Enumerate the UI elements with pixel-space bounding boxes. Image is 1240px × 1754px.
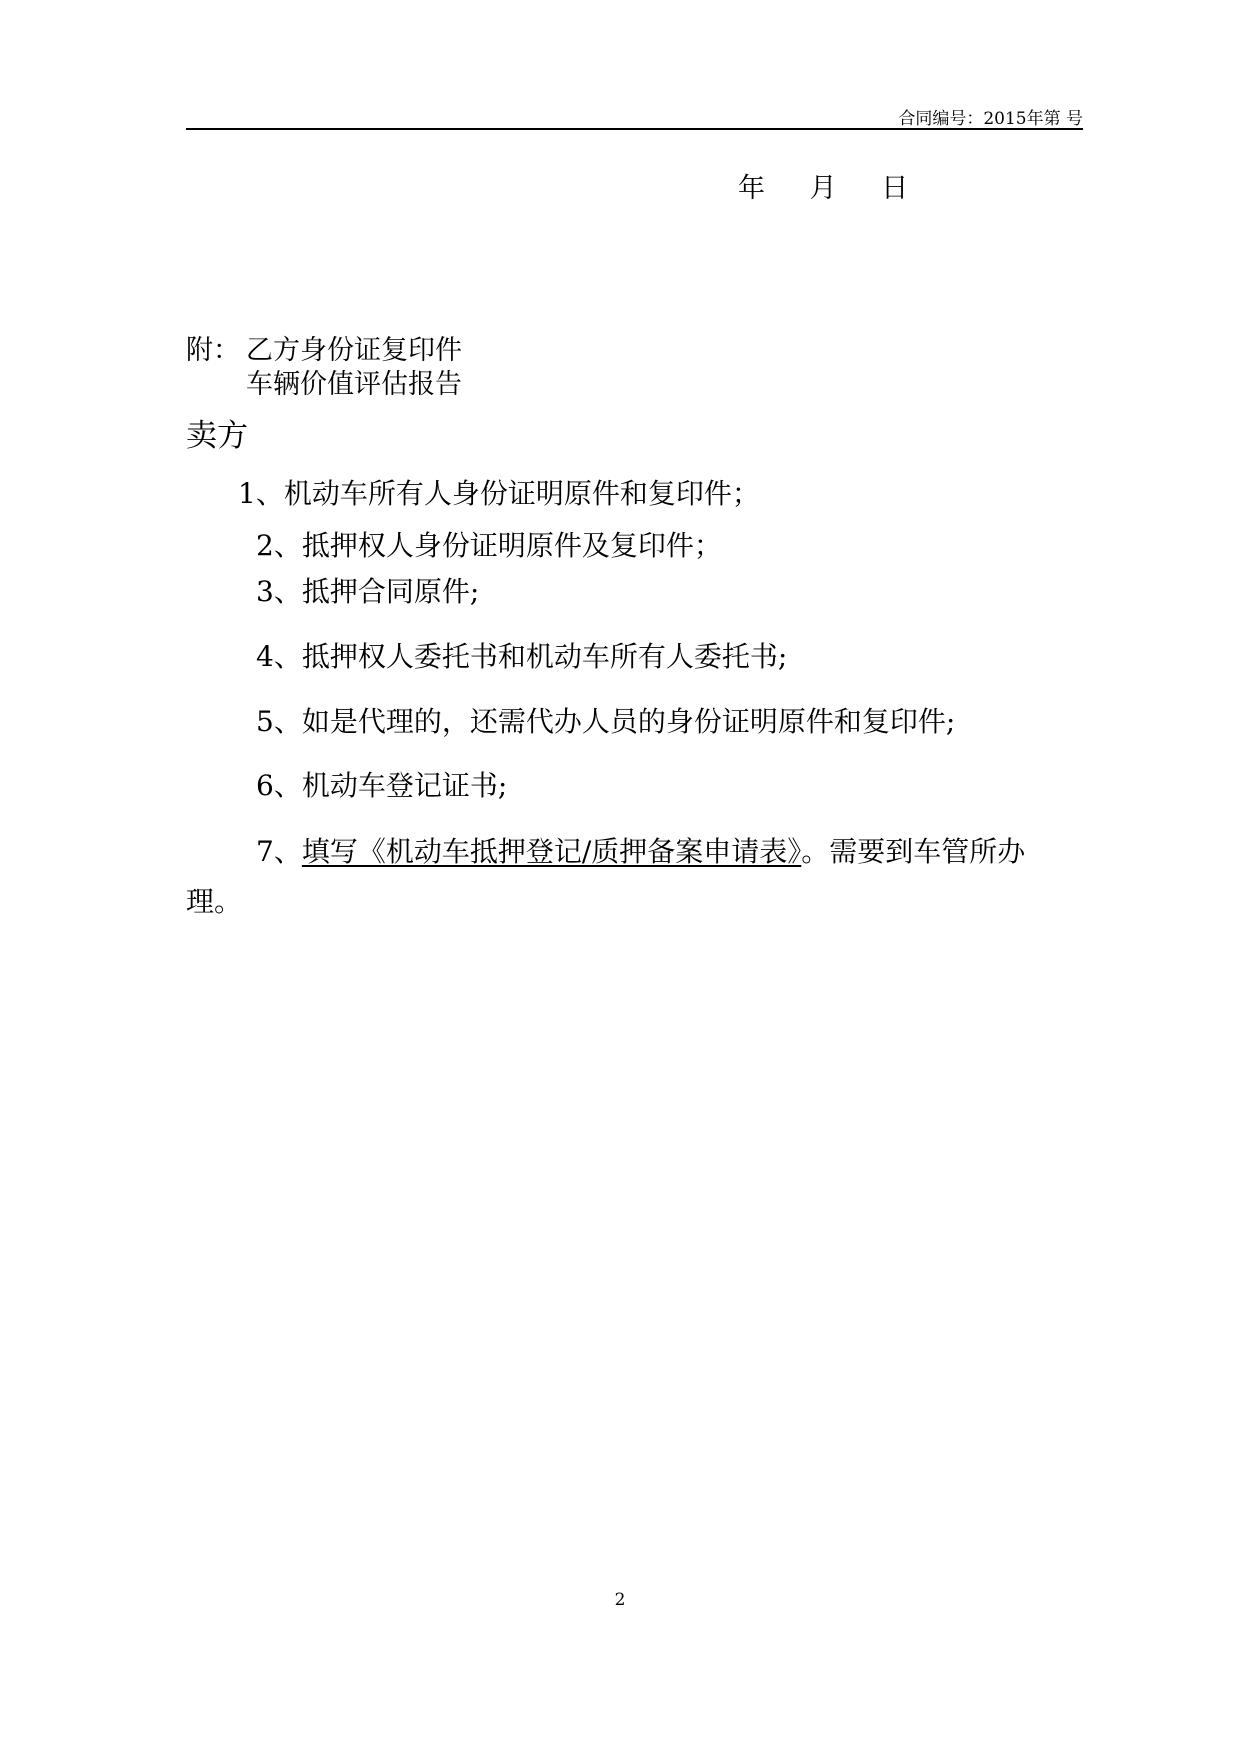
requirement-text: 机动车所有人身份证明原件和复印件；: [283, 477, 760, 510]
requirement-number: 2、: [256, 529, 302, 562]
requirement-number: 6、: [256, 769, 302, 802]
header-divider: [186, 128, 1083, 130]
requirement-number: 5、: [256, 705, 302, 738]
requirement-number: 1、: [238, 477, 284, 510]
requirement-text: 抵押权人身份证明原件及复印件；: [301, 529, 722, 562]
contract-number: 合同编号：2015年第 号: [898, 109, 1083, 129]
date-day: 日: [881, 173, 910, 204]
requirement-item: [256, 570, 479, 610]
attachment-item: 乙方身份证复印件: [246, 335, 462, 366]
attachments-label: 附：: [186, 335, 240, 366]
requirement-continuation: 理。: [186, 885, 243, 918]
date-year: 年: [738, 173, 766, 204]
requirement-number: 3、: [256, 575, 302, 608]
page-number: 2: [614, 1590, 626, 1610]
requirement-text: 。需要到车管所办: [801, 835, 1026, 868]
requirement-item: [256, 700, 955, 740]
requirement-item: [256, 635, 787, 675]
requirement-text: 机动车登记证书;: [301, 769, 508, 802]
seller-heading: 卖方: [186, 418, 248, 454]
date-month: 月: [809, 173, 838, 204]
requirement-number: 4、: [256, 640, 302, 673]
attachment-item: 车辆价值评估报告: [246, 369, 462, 400]
requirement-number: 7、: [256, 835, 302, 868]
application-form-link: 填写《机动车抵押登记/质押备案申请表》: [301, 835, 802, 868]
requirement-item: [256, 830, 1025, 870]
requirement-item: [256, 764, 507, 804]
requirement-text: 抵押权人委托书和机动车所有人委托书;: [301, 640, 788, 673]
date-line: [738, 166, 929, 205]
requirement-item: [238, 472, 760, 512]
requirement-item: [256, 524, 722, 564]
requirement-text: 抵押合同原件;: [301, 575, 480, 608]
requirement-text: 如是代理的，还需代办人员的身份证明原件和复印件;: [301, 705, 956, 738]
